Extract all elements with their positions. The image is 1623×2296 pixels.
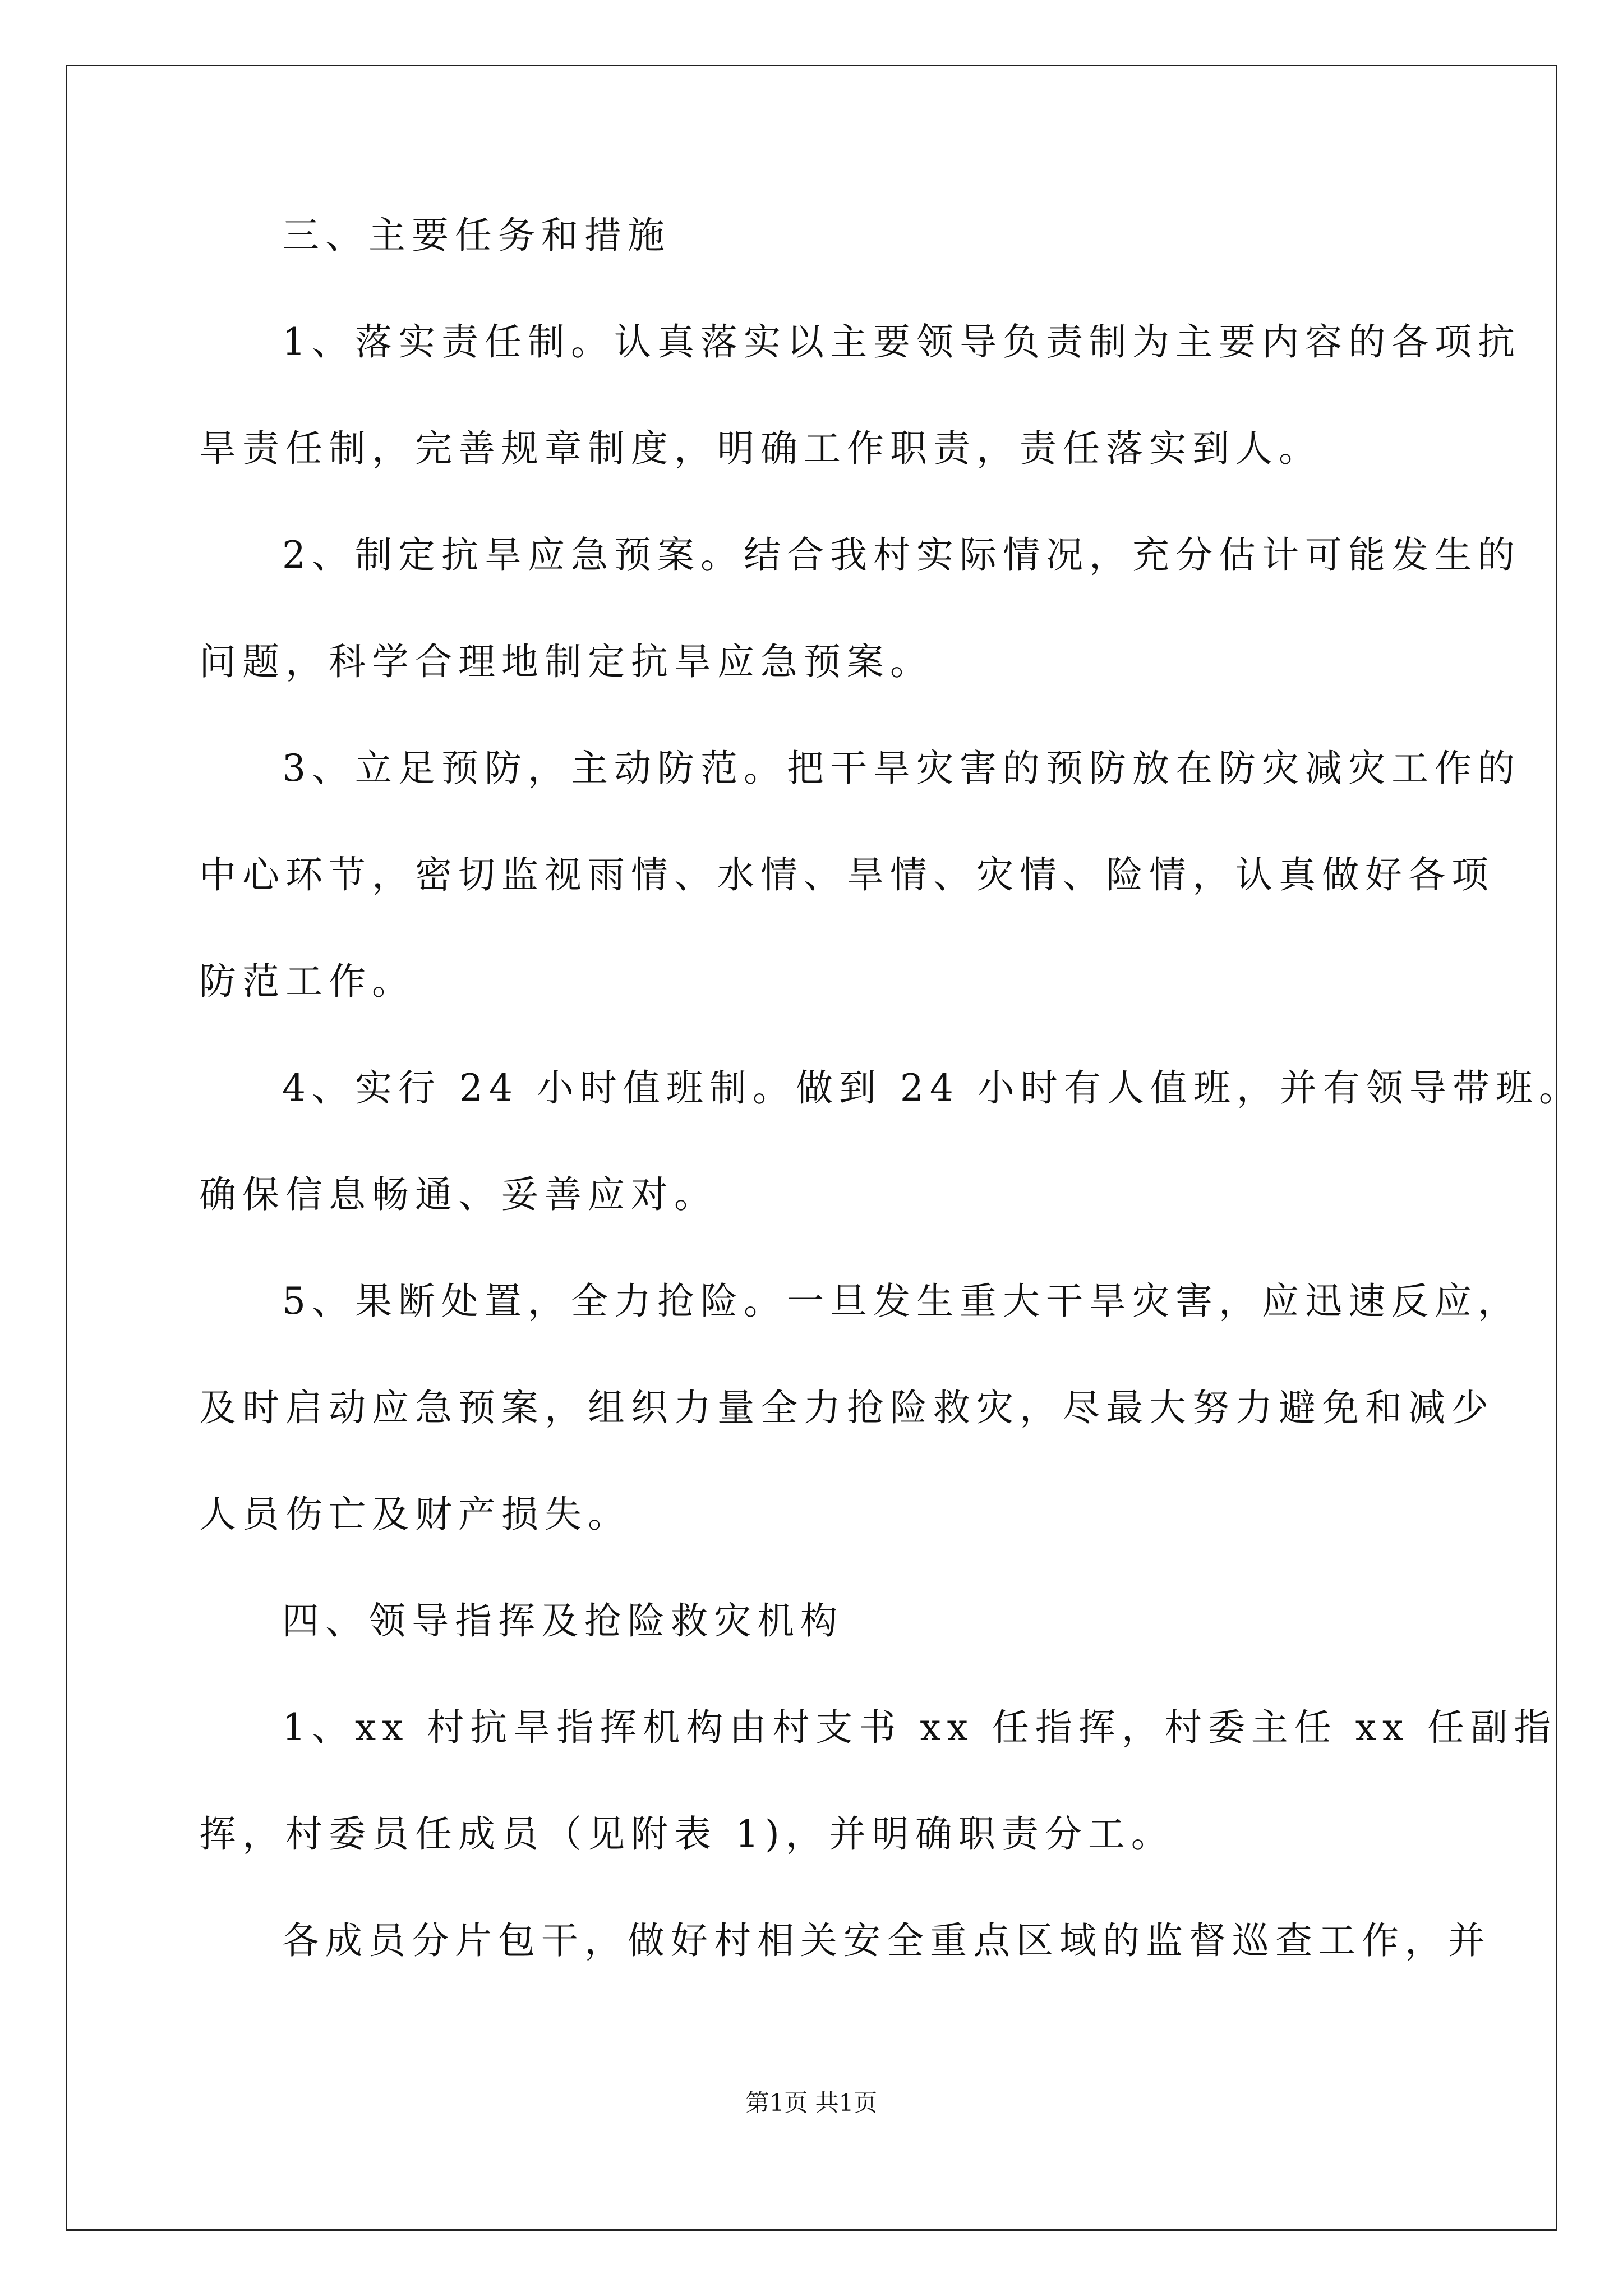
paragraph-line: 4、实行 24 小时值班制。做到 24 小时有人值班，并有领导带班。 bbox=[282, 1066, 1582, 1110]
paragraph-line: 及时启动应急预案，组织力量全力抢险救灾，尽最大努力避免和减少 bbox=[199, 1386, 1495, 1429]
paragraph-line: 人员伤亡及财产损失。 bbox=[199, 1493, 631, 1536]
paragraph-line: 1、xx 村抗旱指挥机构由村支书 xx 任指挥，村委主任 xx 任副指 bbox=[282, 1706, 1557, 1749]
paragraph-line: 中心环节，密切监视雨情、水情、旱情、灾情、险情，认真做好各项 bbox=[199, 853, 1495, 896]
section-heading-3: 三、主要任务和措施 bbox=[282, 214, 671, 257]
paragraph-line: 挥，村委员任成员（见附表 1)，并明确职责分工。 bbox=[199, 1812, 1174, 1856]
paragraph-line: 确保信息畅通、妥善应对。 bbox=[199, 1173, 717, 1216]
page-footer: 第1页 共1页 bbox=[745, 2089, 878, 2116]
paragraph-line: 各成员分片包干，做好村相关安全重点区域的监督巡查工作，并 bbox=[282, 1919, 1491, 1962]
paragraph-line: 5、果断处置，全力抢险。一旦发生重大干旱灾害，应迅速反应， bbox=[282, 1280, 1521, 1323]
paragraph-line: 2、制定抗旱应急预案。结合我村实际情况，充分估计可能发生的 bbox=[282, 533, 1521, 577]
paragraph-line: 问题，科学合理地制定抗旱应急预案。 bbox=[199, 640, 933, 683]
paragraph-line: 3、立足预防，主动防范。把干旱灾害的预防放在防灾减灾工作的 bbox=[282, 747, 1521, 790]
paragraph-line: 1、落实责任制。认真落实以主要领导负责制为主要内容的各项抗 bbox=[282, 320, 1521, 364]
paragraph-line: 防范工作。 bbox=[199, 960, 415, 1003]
paragraph-line: 旱责任制，完善规章制度，明确工作职责，责任落实到人。 bbox=[199, 427, 1322, 470]
page-border bbox=[66, 65, 1557, 2231]
section-heading-4: 四、领导指挥及抢险救灾机构 bbox=[282, 1599, 843, 1642]
